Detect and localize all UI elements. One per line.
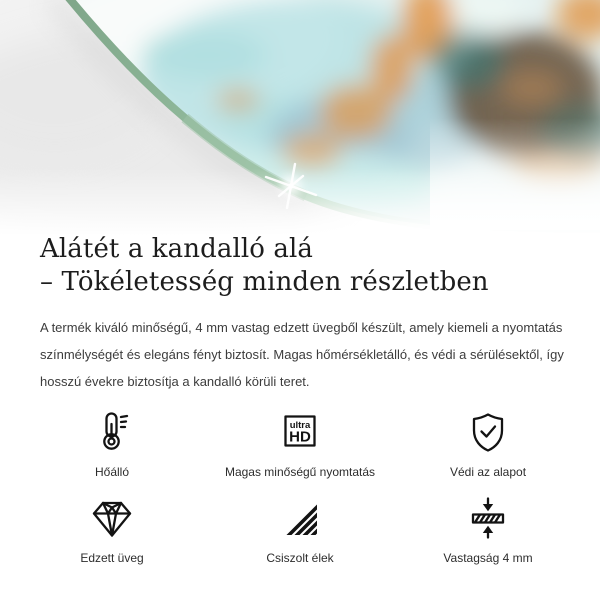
feature-item-tempered-glass: [18, 494, 206, 565]
feature-label: Magas minőségű nyomtatás: [224, 465, 376, 479]
svg-text:ultra: ultra: [289, 420, 311, 431]
feature-item-thickness: [394, 494, 582, 565]
shield-check-icon: [466, 408, 510, 454]
feature-grid: [0, 408, 600, 565]
feature-item-heat-resistant: [18, 408, 206, 479]
thickness-icon: [466, 494, 510, 540]
polished-edge-icon: [278, 494, 322, 540]
title-line-2: – Tökéletesség minden részletben: [40, 267, 489, 297]
feature-item-protects-base: [394, 408, 582, 479]
product-description-section: [0, 233, 600, 565]
feature-item-high-quality-print: [206, 408, 394, 479]
feature-label: Hőálló: [94, 465, 130, 479]
diamond-icon: [90, 494, 134, 540]
ultra-hd-icon: [278, 408, 322, 454]
thermometer-icon: [90, 408, 134, 454]
product-description-text: A termék kiváló minőségű, 4 mm vastag edzett üvegből készült, amely kiemeli a nyomtatás színmélységét és elegáns fényt biztosít. Magas hőmérsékletálló, és védi a sérülésektől, így hosszú évekre biztosítja a kandalló körüli teret.: [40, 320, 564, 389]
product-image: [0, 0, 600, 236]
svg-text:HD: HD: [289, 428, 311, 446]
page-title: [40, 233, 560, 299]
feature-label: Csiszolt élek: [266, 551, 334, 565]
feature-label: Edzett üveg: [80, 551, 144, 565]
title-line-1: Alátét a kandalló alá: [40, 234, 314, 264]
feature-label: Védi az alapot: [449, 465, 527, 479]
feature-item-polished-edges: [206, 494, 394, 565]
feature-label: Vastagság 4 mm: [443, 551, 533, 565]
right-fade: [430, 118, 600, 230]
